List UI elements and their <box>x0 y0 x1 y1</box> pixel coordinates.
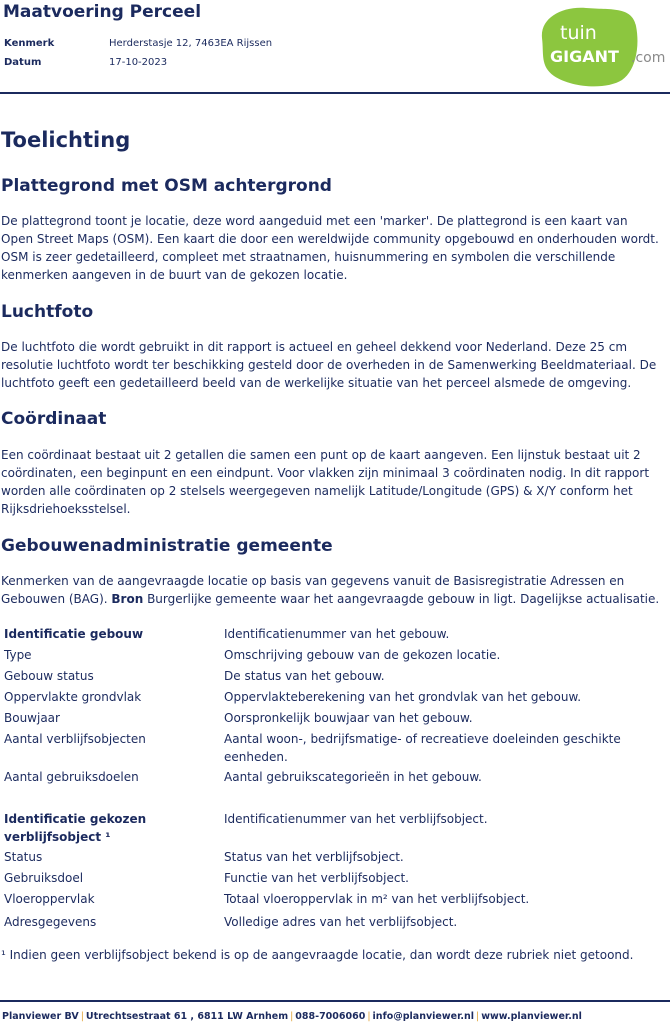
row-description: Oorspronkelijk bouwjaar van het gebouw. <box>224 711 473 725</box>
row-description: Identificatienummer van het gebouw. <box>224 627 450 641</box>
kenmerk-label: Kenmerk <box>4 38 55 49</box>
logo-com-text: .com <box>631 50 666 66</box>
row-description: Volledige adres van het verblijfsobject. <box>224 915 458 929</box>
row-label: Aantal verblijfsobjecten <box>4 732 146 746</box>
page-footer <box>2 1011 582 1022</box>
row-description: Oppervlakteberekening van het grondvlak van het gebouw. <box>224 690 582 704</box>
footer-website[interactable]: www.planviewer.nl <box>481 1011 582 1022</box>
footnote: ¹ Indien geen verblijfsobject bekend is op de aangevraagde locatie, dan wordt deze rubriek niet getoond. <box>1 948 634 962</box>
row-label: Oppervlakte grondvlak <box>4 690 142 704</box>
row-description: Functie van het verblijfsobject. <box>224 871 409 885</box>
main-title: Toelichting <box>1 128 131 152</box>
row-label: Identificatie gekozen verblijfsobject ¹ <box>4 812 147 844</box>
row-label: Adresgegevens <box>4 915 97 929</box>
coordinaat-text: Een coördinaat bestaat uit 2 getallen die samen een punt op de kaart aangeven. Een lijnstuk bestaat uit 2 coördinaten, een beginpunt en een eindpunt. Voor vlakken zijn minimaal 3 coördinaten nodig. In dit rapport worden alle coördinaten op 2 stelsels weergegeven namelijk Latitude/Longitude (GPS) & X/Y conform het Rijksdriehoeksstelsel. <box>1 448 650 516</box>
footer-company: Planviewer BV <box>2 1011 79 1022</box>
footer-phone: 088-7006060 <box>295 1011 366 1022</box>
gebouw-text-rest: Burgerlijke gemeente waar het aangevraagde gebouw in ligt. Dagelijkse actualisatie. <box>143 592 660 606</box>
tuingigant-logo <box>536 4 668 88</box>
logo-tuin-text: tuin <box>560 22 597 44</box>
footer-separator: | <box>476 1011 480 1022</box>
osm-heading: Plattegrond met OSM achtergrond <box>1 176 332 196</box>
luchtfoto-heading: Luchtfoto <box>1 302 94 322</box>
row-description: De status van het gebouw. <box>224 669 385 683</box>
coordinaat-heading: Coördinaat <box>1 409 107 429</box>
datum-value: 17-10-2023 <box>109 57 168 68</box>
footer-address: Utrechtsestraat 61 , 6811 LW Arnhem <box>85 1011 289 1022</box>
row-label: Aantal gebruiksdoelen <box>4 770 139 784</box>
row-label: Gebruiksdoel <box>4 871 84 885</box>
document-title: Maatvoering Perceel <box>3 2 202 22</box>
row-description: Aantal woon-, bedrijfsmatige- of recreatieve doeleinden geschikte eenheden. <box>224 732 621 764</box>
row-label: Status <box>4 850 43 864</box>
gebouw-text-intro: Kenmerken van de aangevraagde locatie op basis van gegevens vanuit de Basisregistratie Adressen en Gebouwen (BAG). <box>1 574 625 606</box>
gebouw-text-bron: Bron <box>111 592 144 606</box>
footer-separator: | <box>290 1011 294 1022</box>
gebouw-text <box>1 572 661 608</box>
row-description: Identificatienummer van het verblijfsobject. <box>224 812 488 826</box>
luchtfoto-text: De luchtfoto die wordt gebruikt in dit rapport is actueel en geheel dekkend voor Nederland. Deze 25 cm resolutie luchtfoto wordt ter beschikking gesteld door de overheden in de Samenwerking Beeldmateriaal. De luchtfoto geeft een gedetailleerd beeld van de werkelijke situatie van het perceel alsmede de omgeving. <box>1 340 657 390</box>
row-description: Omschrijving gebouw van de gekozen locatie. <box>224 648 501 662</box>
page-header <box>0 0 670 96</box>
kenmerk-value: Herderstasje 12, 7463EA Rijssen <box>109 38 273 49</box>
row-label: Gebouw status <box>4 669 94 683</box>
row-description: Totaal vloeroppervlak in m² van het verblijfsobject. <box>224 892 530 906</box>
row-label: Vloeroppervlak <box>4 892 95 906</box>
logo-gigant-text: GIGANT <box>550 47 619 66</box>
row-label: Bouwjaar <box>4 711 60 725</box>
footer-separator: | <box>80 1011 84 1022</box>
row-description: Aantal gebruikscategorieën in het gebouw. <box>224 770 482 784</box>
row-label: Identificatie gebouw <box>4 627 144 641</box>
gebouw-heading: Gebouwenadministratie gemeente <box>1 536 333 556</box>
footer-email[interactable]: info@planviewer.nl <box>372 1011 475 1022</box>
footer-separator: | <box>367 1011 371 1022</box>
datum-label: Datum <box>4 57 42 68</box>
footer-divider <box>0 1000 670 1002</box>
row-description: Status van het verblijfsobject. <box>224 850 404 864</box>
osm-text: De plattegrond toont je locatie, deze word aangeduid met een 'marker'. De plattegrond is een kaart van Open Street Maps (OSM). Een kaart die door een wereldwijde community opgebouwd en onderhouden wordt. OSM is zeer gedetailleerd, compleet met straatnamen, huisnummering en symbolen die verschillende kenmerken aangeven in de buurt van de gekozen locatie. <box>1 214 659 282</box>
header-divider <box>0 92 670 94</box>
row-label: Type <box>4 648 32 662</box>
